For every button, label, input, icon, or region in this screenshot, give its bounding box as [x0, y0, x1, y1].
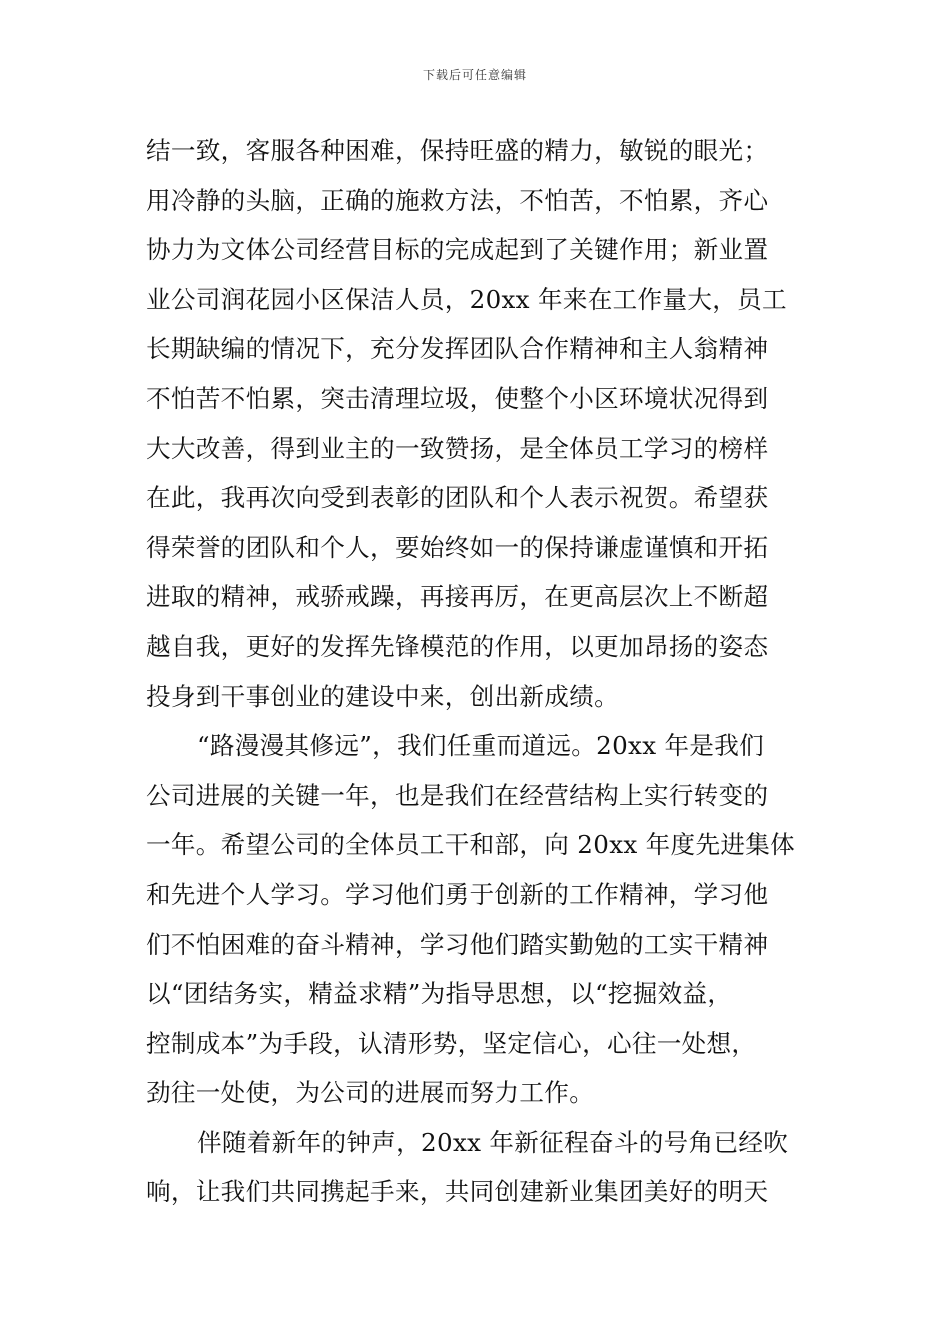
text-line: 用冷静的头脑，正确的施救方法，不怕苦，不怕累，齐心: [146, 185, 769, 215]
text-line: 在此，我再次向受到表彰的团队和个人表示祝贺。希望获: [146, 483, 769, 513]
text-line: 结一致，客服各种困难，保持旺盛的精力，敏锐的眼光；: [146, 136, 769, 165]
text-line: 们不怕困难的奋斗精神，学习他们踏实勤勉的工实干精神: [146, 929, 769, 959]
text-line: 长期缺编的情况下，充分发挥团队合作精神和主人翁精神: [146, 334, 769, 364]
text-line: 进取的精神，戒骄戒躁，再接再厉，在更高层次上不断超: [146, 582, 769, 612]
text-line: 一年。希望公司的全体员工干和部，向 20xx 年度先进集体: [146, 830, 796, 860]
text-line: 协力为文体公司经营目标的完成起到了关键作用；新业置: [146, 235, 769, 265]
text-line: 以“团结务实，精益求精”为指导思想，以“挖掘效益，: [146, 979, 733, 1009]
text-line: 控制成本”为手段，认清形势，坚定信心，心往一处想，: [146, 1028, 757, 1058]
text-line: 公司进展的关键一年，也是我们在经营结构上实行转变的: [146, 780, 769, 810]
text-line: 投身到干事创业的建设中来，创出新成绩。: [146, 681, 619, 711]
text-line: 和先进个人学习。学习他们勇于创新的工作精神，学习他: [146, 879, 769, 909]
text-line: 不怕苦不怕累，突击清理垃圾，使整个小区环境状况得到: [146, 383, 769, 413]
paragraph-start-line: 伴随着新年的钟声，20xx 年新征程奋斗的号角已经吹: [197, 1127, 789, 1157]
document-body: [146, 126, 806, 1217]
page-header: 下载后可任意编辑: [422, 68, 527, 82]
text-line: 响，让我们共同携起手来，共同创建新业集团美好的明天: [146, 1177, 769, 1207]
text-line: 劲往一处使，为公司的进展而努力工作。: [146, 1078, 595, 1108]
text-line: 大大改善，得到业主的一致赞扬，是全体员工学习的榜样: [146, 433, 769, 463]
paragraph-start-line: “路漫漫其修远”，我们任重而道远。20xx 年是我们: [197, 731, 765, 761]
text-line: 业公司润花园小区保洁人员，20xx 年来在工作量大，员工: [146, 284, 787, 314]
text-line: 越自我，更好的发挥先锋模范的作用，以更加昂扬的姿态: [146, 631, 769, 661]
text-line: 得荣誉的团队和个人，要始终如一的保持谦虚谨慎和开拓: [146, 532, 769, 562]
